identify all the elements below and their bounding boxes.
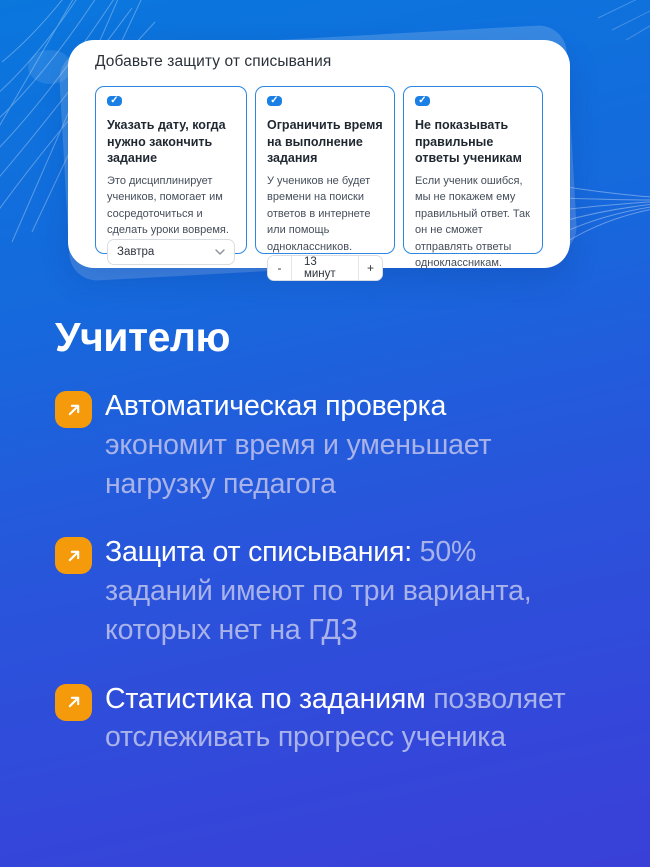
option-description: Если ученик ошибся, мы не покажем ему правильный ответ. Так он не сможет отправлять ответы одноклассникам. [415, 174, 530, 269]
feature-statistics [55, 680, 600, 758]
option-description: Это дисциплинирует учеников, помогает им сосредоточиться и сделать уроки вовремя. [107, 174, 229, 236]
feature-highlight: Защита от списывания: [105, 536, 412, 569]
feature-rest: позволяет отслеживать прогресс ученика [105, 682, 566, 754]
feature-highlight: Автоматическая проверка [105, 390, 447, 422]
feature-rest: 50% заданий имеют по три варианта, которых нет на ГДЗ [105, 536, 532, 646]
feature-text [105, 387, 568, 503]
section-heading: Учителю [55, 314, 230, 360]
arrow-up-right-icon [55, 391, 92, 428]
protection-card-title: Добавьте защиту от списывания [95, 53, 332, 70]
feature-rest: экономит время и уменьшает нагрузку педагога [105, 428, 492, 500]
protection-settings-card [68, 40, 570, 280]
time-limit-stepper [267, 255, 383, 281]
arrow-up-right-icon [55, 684, 92, 721]
feature-copy-protection [55, 533, 600, 649]
teacher-benefits-section [55, 314, 600, 757]
feature-text [105, 533, 568, 649]
feature-highlight: Статистика по заданиям [105, 682, 426, 715]
feature-auto-check [55, 387, 600, 503]
deadline-dropdown-value: Завтра [117, 245, 155, 258]
feature-list [55, 387, 600, 757]
deadline-dropdown[interactable] [107, 239, 235, 265]
option-title: Ограничить время на выполнение задания [267, 118, 383, 165]
arrow-up-right-icon [55, 537, 92, 574]
option-title: Не показывать правильные ответы ученикам [415, 118, 522, 165]
feature-text [105, 680, 568, 758]
option-card-time-limit [255, 86, 395, 280]
checkbox-checked-icon[interactable]: ✓ [415, 96, 430, 106]
stepper-decrease-button[interactable]: - [268, 256, 291, 280]
stepper-increase-button[interactable]: + [359, 256, 382, 280]
option-description: У учеников не будет времени на поиски ответов в интернете или помощь одноклассников. [267, 174, 371, 253]
option-card-deadline [95, 86, 247, 258]
chevron-down-icon [215, 249, 225, 255]
protection-options-row [95, 86, 543, 280]
stepper-value: 13 минут [291, 256, 359, 280]
checkbox-checked-icon[interactable]: ✓ [107, 96, 122, 106]
option-card-hide-answers [403, 86, 543, 269]
option-title: Указать дату, когда нужно закончить задание [107, 118, 226, 165]
checkbox-checked-icon[interactable]: ✓ [267, 96, 282, 106]
